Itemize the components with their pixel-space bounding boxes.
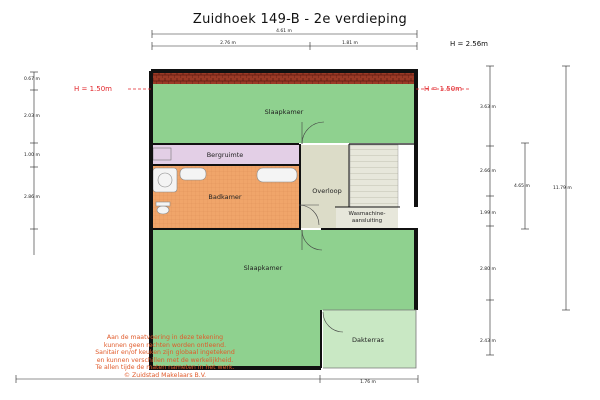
dim-right-1: 3.63 m — [480, 105, 496, 110]
disclaimer-line: Aan de maatvoering in deze tekening — [106, 334, 224, 341]
label-wasmachine-1: Wasmachine- — [348, 211, 386, 217]
label-wasmachine-2: aansluiting — [351, 218, 383, 224]
dim-right-4: 2.80 m — [480, 267, 496, 272]
label-badkamer: Badkamer — [208, 193, 242, 201]
disclaimer-line: © Zuidstad Makelaars B.V. — [123, 371, 207, 379]
label-bergruimte: Bergruimte — [206, 151, 244, 159]
dim-right-3: 1.99 m — [480, 211, 496, 216]
label-overloop: Overloop — [312, 187, 342, 195]
room-slaapkamer-bottom — [151, 230, 416, 310]
disclaimer-line: en kunnen verschillen met de werkelijkheid. — [96, 356, 234, 364]
stairs — [350, 145, 398, 207]
label-dakterras: Dakterras — [352, 336, 384, 344]
label-slaapkamer-bottom: Slaapkamer — [243, 264, 283, 272]
ceiling-height-note: H = 2.56m — [450, 40, 488, 48]
plan-title: Zuidhoek 149-B - 2e verdieping — [192, 12, 408, 27]
dim-left-1: 0.67 m — [24, 77, 40, 82]
dim-top-right: 1.81 m — [342, 41, 358, 46]
dim-top-left: 2.76 m — [220, 41, 236, 46]
dim-top-total: 4.61 m — [276, 29, 292, 34]
dim-left-2: 2.03 m — [24, 114, 40, 119]
dim-left-3: 1.00 m — [24, 153, 40, 158]
ceiling-line-left-label: H = 1.50m — [74, 85, 112, 93]
right-nook — [400, 207, 416, 228]
dim-right-total: 11.79 m — [553, 186, 572, 191]
dim-bottom: 1.76 m — [360, 380, 376, 385]
left-dimensions — [30, 72, 38, 255]
ceiling-line-right-label: H = 1.50m — [424, 85, 462, 93]
disclaimer-line: Sanitair en/of keuken zijn globaal ingetekend — [95, 349, 235, 357]
dim-left-4: 2.86 m — [24, 195, 40, 200]
label-slaapkamer-top: Slaapkamer — [264, 108, 304, 116]
disclaimer — [45, 334, 285, 380]
disclaimer-line: kunnen geen rechten worden ontleend. — [103, 341, 227, 349]
dim-right-2: 2.66 m — [480, 169, 496, 174]
dim-right-mid: 4.65 m — [514, 184, 530, 189]
disclaimer-line: Te allen tijde de maten nameten in het werk. — [95, 364, 235, 372]
right-dimensions — [486, 66, 570, 355]
dim-right-5: 2.43 m — [480, 339, 496, 344]
